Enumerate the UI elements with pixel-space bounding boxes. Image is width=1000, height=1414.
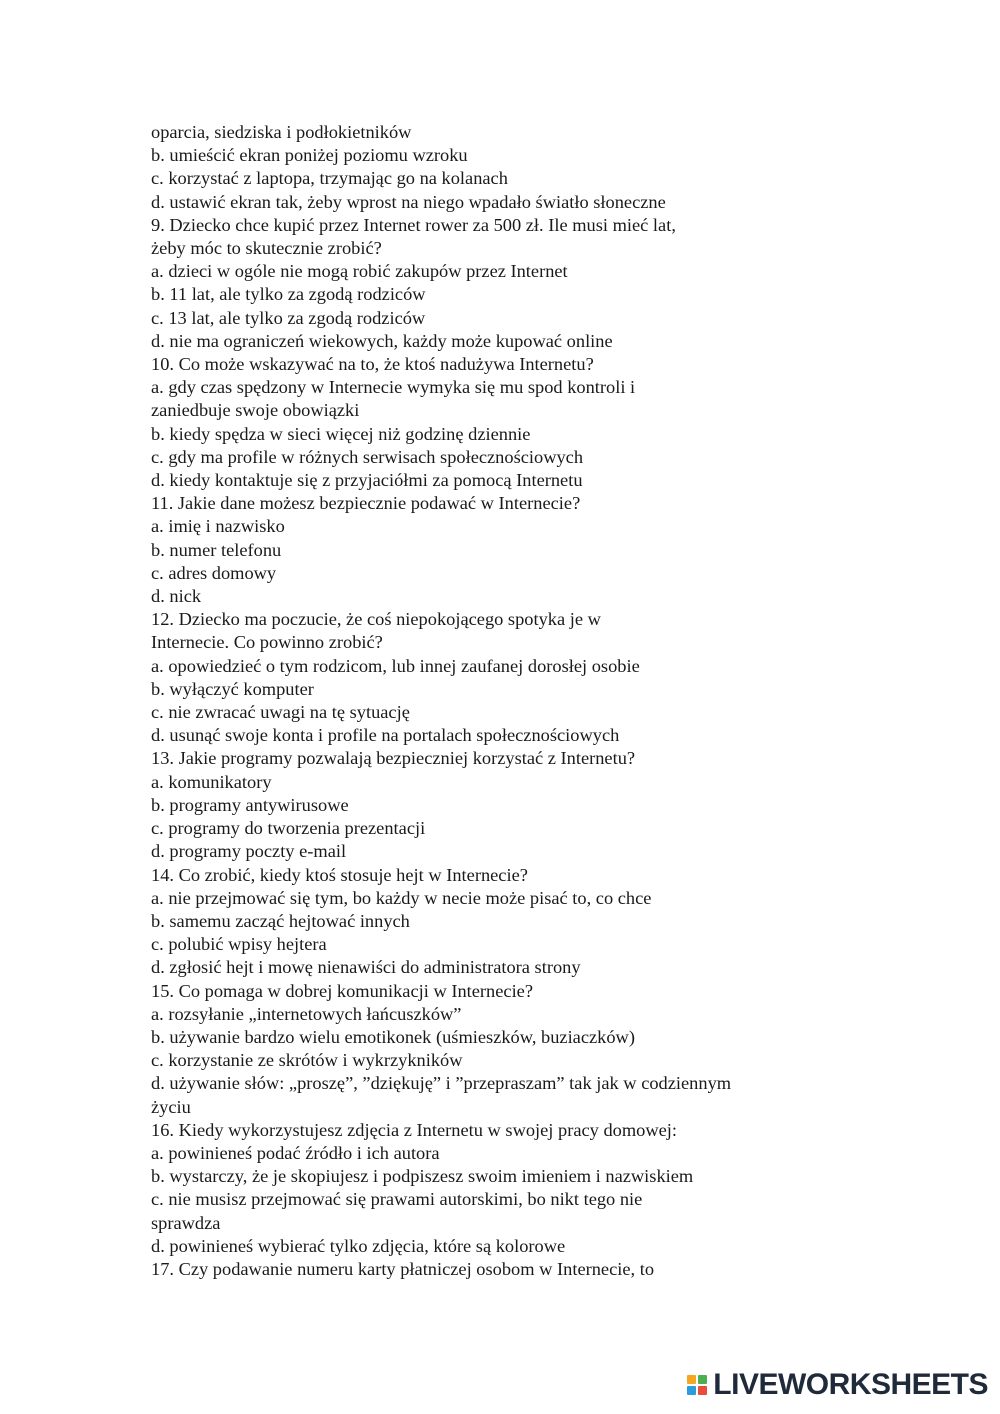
text-line: oparcia, siedziska i podłokietników <box>151 122 412 142</box>
text-line: c. adres domowy <box>151 562 277 583</box>
text-line: a. rozsyłanie „internetowych łańcuszków” <box>151 1003 462 1024</box>
text-line: c. programy do tworzenia prezentacji <box>151 818 426 839</box>
text-line: sprawdza <box>151 1212 221 1233</box>
text-line: b. programy antywirusowe <box>151 794 349 815</box>
text-line: d. ustawić ekran tak, żeby wprost na niego wpadało światło słoneczne <box>151 191 666 212</box>
text-line: b. 11 lat, ale tylko za zgodą rodziców <box>151 284 426 305</box>
text-line: d. programy poczty e-mail <box>151 841 347 862</box>
text-line: c. polubić wpisy hejtera <box>151 934 327 955</box>
text-line: b. kiedy spędza w sieci więcej niż godzinę dziennie <box>151 423 531 444</box>
text-line: b. numer telefonu <box>151 539 282 560</box>
text-line: d. zgłosić hejt i mowę nienawiści do administratora strony <box>151 957 581 978</box>
text-line: c. nie musisz przejmować się prawami autorskimi, bo nikt tego nie <box>151 1189 643 1210</box>
text-line: c. 13 lat, ale tylko za zgodą rodziców <box>151 307 426 328</box>
text-line: Internecie. Co powinno zrobić? <box>151 632 383 653</box>
text-line: 11. Jakie dane możesz bezpiecznie podawać w Internecie? <box>151 493 581 514</box>
text-line: c. korzystanie ze skrótów i wykrzykników <box>151 1050 463 1071</box>
logo-text: LIVEWORKSHEETS <box>713 1368 988 1401</box>
text-line: 12. Dziecko ma poczucie, że coś niepokojącego spotyka je w <box>151 609 601 630</box>
text-line: 16. Kiedy wykorzystujesz zdjęcia z Internetu w swojej pracy domowej: <box>151 1119 678 1140</box>
logo-square <box>698 1375 707 1384</box>
text-line: d. nick <box>151 586 202 607</box>
text-line: b. wyłączyć komputer <box>151 678 314 699</box>
text-line: a. nie przejmować się tym, bo każdy w necie może pisać to, co chce <box>151 887 652 908</box>
text-line: b. wystarczy, że je skopiujesz i podpiszesz swoim imieniem i nazwiskiem <box>151 1166 694 1187</box>
logo-square <box>687 1375 696 1384</box>
document-text <box>151 121 951 1281</box>
text-line: b. samemu zacząć hejtować innych <box>151 910 410 931</box>
text-line: c. nie zwracać uwagi na tę sytuację <box>151 702 410 723</box>
logo-square <box>698 1386 707 1395</box>
text-line: a. powinieneś podać źródło i ich autora <box>151 1142 440 1163</box>
text-line: a. opowiedzieć o tym rodzicom, lub innej zaufanej dorosłej osobie <box>151 655 640 676</box>
liveworksheets-icon <box>687 1375 707 1395</box>
liveworksheets-logo <box>687 1370 988 1400</box>
text-line: a. dzieci w ogóle nie mogą robić zakupów przez Internet <box>151 261 568 282</box>
text-line: c. korzystać z laptopa, trzymając go na kolanach <box>151 168 508 189</box>
text-line: d. usunąć swoje konta i profile na portalach społecznościowych <box>151 725 620 746</box>
logo-square <box>687 1386 696 1395</box>
text-line: d. powinieneś wybierać tylko zdjęcia, które są kolorowe <box>151 1235 566 1256</box>
text-line: 13. Jakie programy pozwalają bezpieczniej korzystać z Internetu? <box>151 748 636 769</box>
text-line: d. nie ma ograniczeń wiekowych, każdy może kupować online <box>151 330 613 351</box>
text-line: życiu <box>151 1096 191 1117</box>
text-line: 15. Co pomaga w dobrej komunikacji w Internecie? <box>151 980 534 1001</box>
text-line: d. kiedy kontaktuje się z przyjaciółmi za pomocą Internetu <box>151 470 583 491</box>
text-line: żeby móc to skutecznie zrobić? <box>151 238 382 259</box>
text-line: 17. Czy podawanie numeru karty płatniczej osobom w Internecie, to <box>151 1258 655 1279</box>
text-line: 10. Co może wskazywać na to, że ktoś nadużywa Internetu? <box>151 354 594 375</box>
text-line: a. komunikatory <box>151 771 272 792</box>
text-line: a. imię i nazwisko <box>151 516 285 537</box>
text-line: a. gdy czas spędzony w Internecie wymyka się mu spod kontroli i <box>151 377 636 398</box>
text-line: 14. Co zrobić, kiedy ktoś stosuje hejt w Internecie? <box>151 864 528 885</box>
text-line: 9. Dziecko chce kupić przez Internet rower za 500 zł. Ile musi mieć lat, <box>151 214 676 235</box>
text-line: b. umieścić ekran poniżej poziomu wzroku <box>151 145 468 166</box>
text-line: c. gdy ma profile w różnych serwisach społecznościowych <box>151 446 584 467</box>
text-line: b. używanie bardzo wielu emotikonek (uśmieszków, buziaczków) <box>151 1026 635 1047</box>
text-line: d. używanie słów: „proszę”, ”dziękuję” i ”przepraszam” tak jak w codziennym <box>151 1073 732 1094</box>
text-line: zaniedbuje swoje obowiązki <box>151 400 360 421</box>
